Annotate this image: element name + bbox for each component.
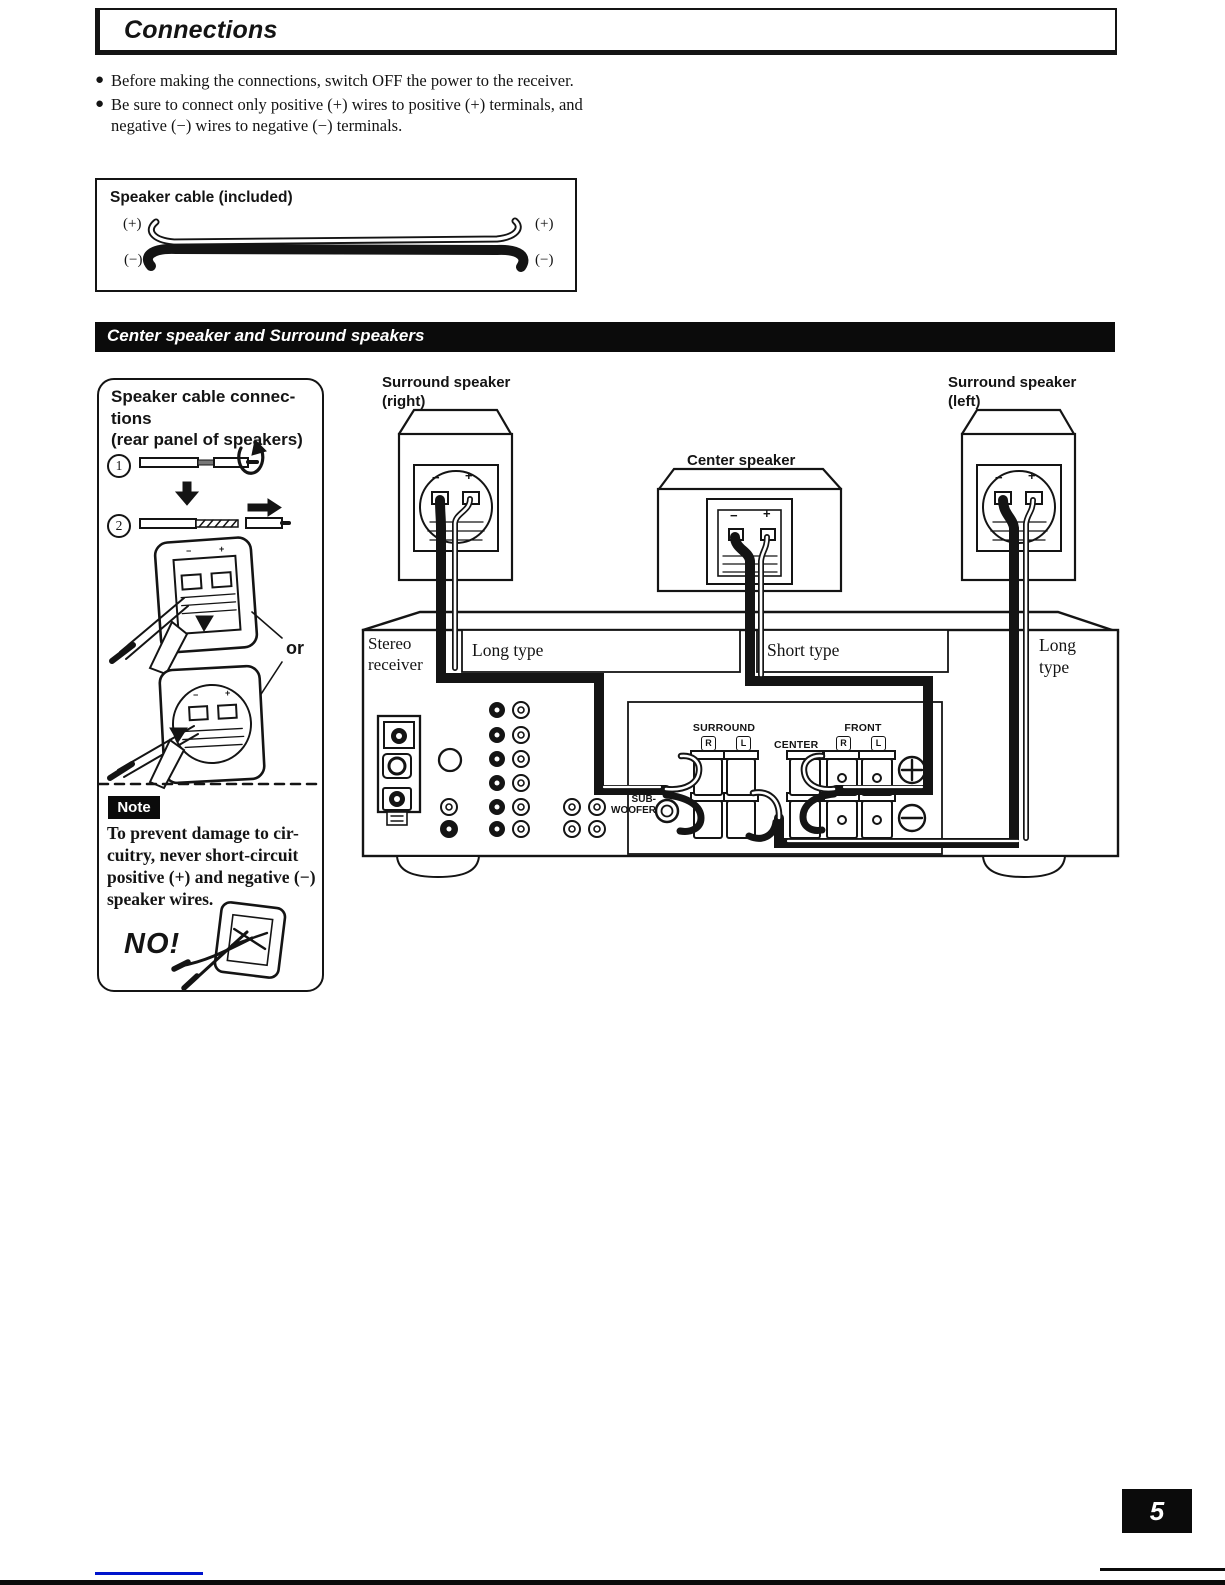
terminal-plus-mark: + xyxy=(225,688,231,698)
step-1-number: 1 xyxy=(107,454,131,478)
bullet-icon: ● xyxy=(95,95,105,112)
center-terminal-label: CENTER xyxy=(774,739,819,751)
bullet-text: Be sure to connect only positive (+) wires to positive (+) terminals, and negative (−) wires to negative (−) terminals. xyxy=(111,94,583,135)
note-badge: Note xyxy=(108,796,160,819)
section-header-bar xyxy=(95,322,1115,352)
surround-left-badge: L xyxy=(736,736,751,751)
terminal-minus-mark: − xyxy=(432,470,440,485)
footer-rule xyxy=(1100,1568,1225,1571)
terminal-minus-mark: − xyxy=(730,508,738,523)
terminal-plus-mark: + xyxy=(763,506,771,521)
terminal-minus-mark: − xyxy=(193,690,199,700)
plus-terminal-symbol xyxy=(899,757,925,783)
bullet-item xyxy=(95,70,600,92)
page-bottom-bar xyxy=(0,1580,1225,1585)
surround-left-label: Surround speaker (left) xyxy=(948,374,1077,410)
plus-mark: (+) xyxy=(123,216,142,232)
note-text-line: cuitry, never short-circuit xyxy=(107,845,299,865)
surround-right-label: Surround speaker (right) xyxy=(382,374,511,410)
bullet-item xyxy=(95,94,600,137)
terminal-minus-mark: − xyxy=(186,546,192,556)
terminal-plus-mark: + xyxy=(465,468,473,483)
cable-box-title: Speaker cable (included) xyxy=(110,189,293,206)
long-type-right-label: Long type xyxy=(1039,635,1076,677)
no-warning-label: NO! xyxy=(124,928,181,960)
plus-mark: (+) xyxy=(535,216,554,232)
receiver-foot-right xyxy=(983,856,1065,877)
terminal-plus-mark: + xyxy=(1028,468,1036,483)
speaker-cable-box xyxy=(95,178,577,292)
page-title: Connections xyxy=(124,16,278,44)
front-right-badge: R xyxy=(836,736,851,751)
front-terminals-label: FRONT xyxy=(844,722,882,734)
side-panel-title: Speaker cable connec- tions (rear panel of speakers) xyxy=(111,387,303,449)
subwoofer-label: SUB- WOOFER xyxy=(611,794,656,816)
receiver-label: Stereo receiver xyxy=(368,634,423,674)
short-type-label: Short type xyxy=(767,640,840,660)
page-number-badge xyxy=(1122,1489,1192,1533)
front-left-badge: L xyxy=(871,736,886,751)
surround-terminals-label: SURROUND xyxy=(692,722,756,734)
receiver-foot-left xyxy=(397,856,479,877)
long-type-left-label: Long type xyxy=(472,640,544,660)
section-title: Center speaker and Surround speakers xyxy=(107,326,425,345)
step-2-number: 2 xyxy=(107,514,131,538)
note-text-line: positive (+) and negative (−) xyxy=(107,867,316,887)
or-label: or xyxy=(286,638,304,658)
intro-bullets xyxy=(95,70,600,139)
terminal-minus-mark: − xyxy=(995,470,1003,485)
title-box xyxy=(95,8,1117,55)
page-number: 5 xyxy=(1149,1496,1165,1526)
note-text-line: To prevent damage to cir- xyxy=(107,823,299,843)
minus-mark: (−) xyxy=(535,252,554,268)
bullet-text: Before making the connections, switch OFF the power to the receiver. xyxy=(111,71,574,90)
surround-right-badge: R xyxy=(701,736,716,751)
antenna-terminal-block xyxy=(378,716,420,825)
center-speaker-label: Center speaker xyxy=(687,452,796,469)
note-text-line: speaker wires. xyxy=(107,889,214,909)
minus-mark: (−) xyxy=(124,252,143,268)
terminal-plus-mark: + xyxy=(219,544,225,554)
footer-blue-line xyxy=(95,1572,203,1575)
bullet-icon: ● xyxy=(95,72,105,88)
